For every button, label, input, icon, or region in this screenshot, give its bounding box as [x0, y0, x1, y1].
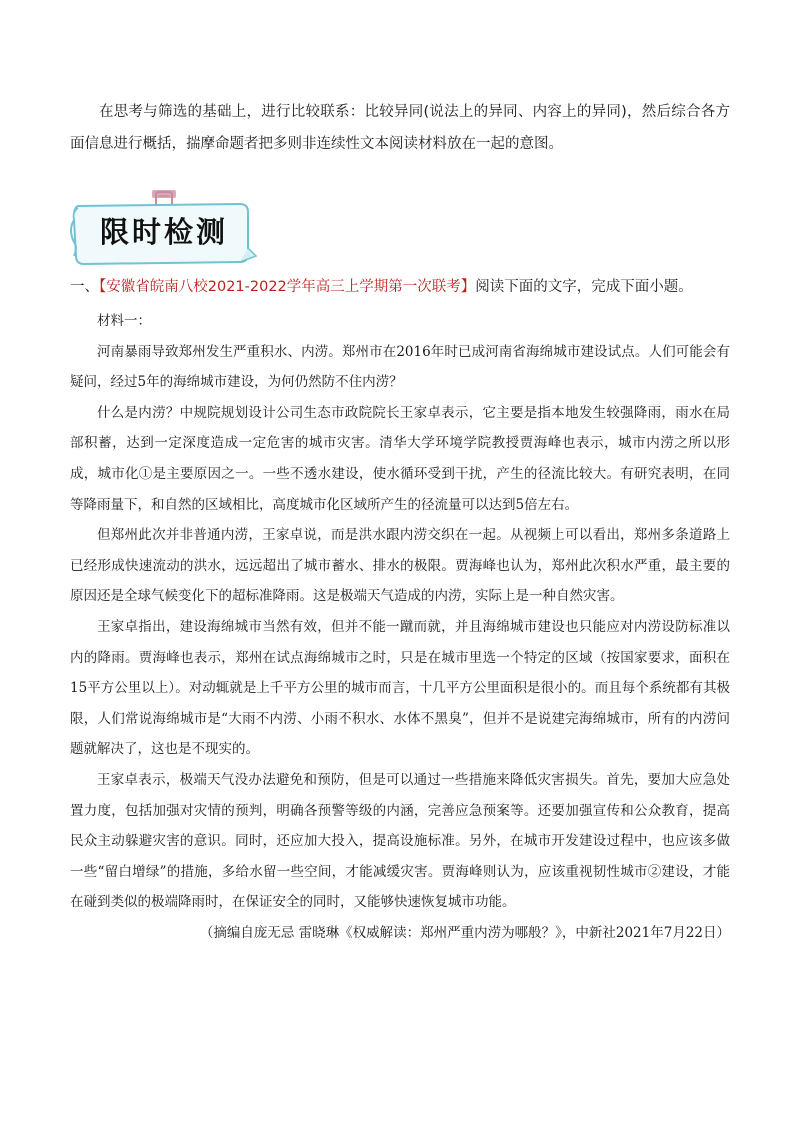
- paragraph: 什么是内涝？中规院规划设计公司生态市政院院长王家卓表示，它主要是指本地发生较强降雨，雨水在局部积蓄，达到一定深度造成一定危害的城市灾害。清华大学环境学院教授贾海峰也表示，城市内涝之所以形成，城市化①是主要原因之一。一些不透水建设，使水循环受到干扰，产生的径流比较大。有研究表明，在同等降雨量下，和自然的区域相比，高度城市化区域所产生的径流量可以达到5倍左右。: [70, 404, 730, 513]
- citation: （摘编自庞无忌 雷晓琳《权威解读：郑州严重内涝为哪般？》，中新社2021年7月22日）: [199, 924, 730, 941]
- question-instruction: 阅读下面的文字，完成下面小题。: [475, 279, 693, 295]
- paragraph: 河南暴雨导致郑州发生严重积水、内涝。郑州市在2016年时已成河南省海绵城市建设试点。人们可能会有疑问，经过5年的海绵城市建设，为何仍然防不住内涝？: [70, 343, 730, 391]
- paragraph: 但郑州此次并非普通内涝，王家卓说，而是洪水跟内涝交织在一起。从视频上可以看出，郑州多条道路上已经形成快速流动的洪水，远远超出了城市蓄水、排水的极限。贾海峰也认为，郑州此次积水严重，最主要的原因还是全球气候变化下的超标准降雨。这是极端天气造成的内涝，实际上是一种自然灾害。: [70, 527, 730, 605]
- material-label: 材料一：: [97, 313, 151, 329]
- material-body: [70, 306, 730, 948]
- intro-paragraph: 在思考与筛选的基础上，进行比较联系：比较异同(说法上的异同、内容上的异同)，然后综合各方面信息进行概括，揣摩命题者把多则非连续性文本阅读材料放在一起的意图。: [70, 104, 730, 152]
- paragraph: 王家卓指出，建设海绵城市当然有效，但并不能一蹴而就，并且海绵城市建设也只能应对内涝设防标准以内的降雨。贾海峰也表示，郑州在试点海绵城市之时，只是在城市里选一个特定的区域（按国家要求，面积在15平方公里以上）。对动辄就是上千平方公里的城市而言，十几平方公里面积是很小的。而且每个系统都有其极限，人们常说海绵城市是“大雨不内涝、小雨不积水、水体不黑臭”，但并不是说建完海绵城市，所有的内涝问题就解决了，这也是不现实的。: [70, 618, 730, 758]
- question-source: 【安徽省皖南八校2021-2022学年高三上学期第一次联考】: [99, 279, 476, 295]
- question-number: 一、: [70, 279, 99, 295]
- section-title: 限时检测: [100, 215, 229, 249]
- question-header: [70, 276, 730, 298]
- paragraph: 王家卓表示，极端天气没办法避免和预防，但是可以通过一些措施来降低灾害损失。首先，要加大应急处置力度，包括加强对灾情的预判，明确各预警等级的内涵，完善应急预案等。还要加强宣传和公众教育，提高民众主动躲避灾害的意识。同时，还应加大投入，提高设施标准。另外，在城市开发建设过程中，也应该多做一些“留白增绿”的措施，多给水留一些空间，才能减缓灾害。贾海峰则认为，应该重视韧性城市②建设，才能在碰到类似的极端降雨时，在保证安全的同时，又能够快速恢复城市功能。: [70, 771, 730, 911]
